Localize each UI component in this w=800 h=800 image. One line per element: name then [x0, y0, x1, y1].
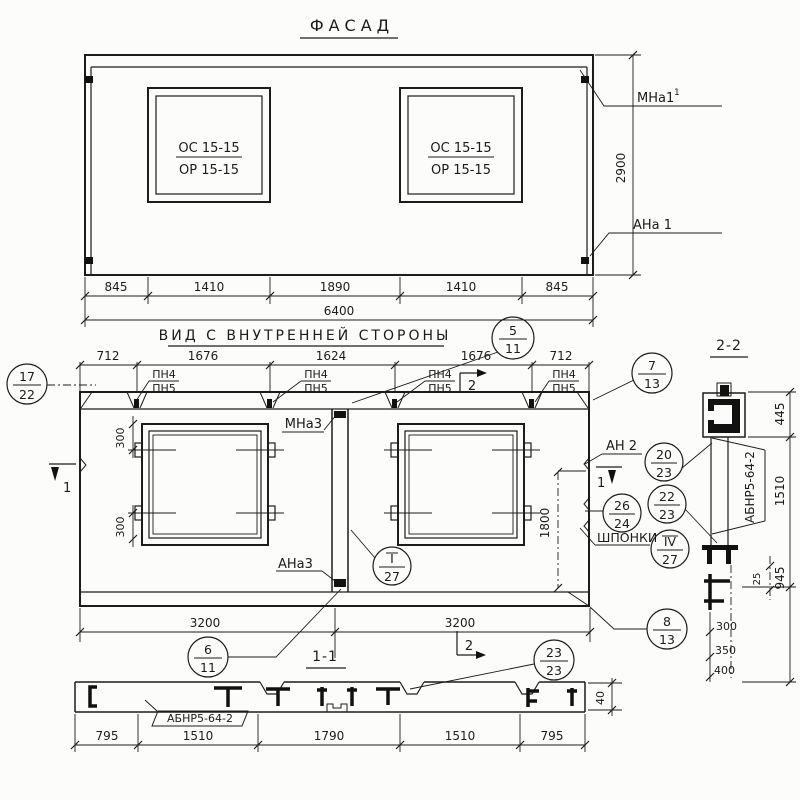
callout-top: 7	[648, 358, 656, 373]
dim: 845	[104, 280, 128, 294]
mullion-plate-top	[334, 411, 346, 418]
dim-3200: 3200	[189, 616, 221, 630]
dim-40: 40	[594, 691, 607, 705]
callout-17-22	[7, 364, 47, 404]
facade-view	[81, 16, 722, 327]
dim: 795	[95, 729, 119, 743]
cut-arrow	[477, 369, 487, 377]
sill-profile	[702, 545, 738, 564]
callout-bottom: 11	[505, 341, 521, 356]
pn5-label: ПН5	[304, 382, 328, 395]
dim-350: 350	[715, 644, 736, 657]
callout-leader-20-23	[682, 443, 712, 468]
dim: 1676	[187, 349, 219, 363]
callout-leader-6-11	[228, 589, 341, 657]
dim: 795	[540, 729, 564, 743]
callout-leader-23-23	[410, 664, 534, 689]
pn-label-group	[535, 368, 579, 402]
dim-40-group	[588, 678, 622, 716]
section-mark-1-right	[596, 467, 622, 491]
pn-label-group	[397, 368, 455, 402]
anchor-label-mna3: МНа3	[284, 417, 322, 432]
callout-bottom: 23	[546, 663, 562, 678]
anchor-leader	[276, 571, 335, 581]
window-mark-top: ОС 15-15	[178, 141, 240, 156]
profile-label: АБНР5-64-2	[743, 451, 757, 523]
right-dimensions	[742, 388, 796, 686]
dim-400: 400	[714, 664, 735, 677]
pocket-plate	[134, 399, 139, 408]
anchor-label-an2: АН 2	[606, 439, 638, 454]
facade-height-dimension	[595, 51, 641, 279]
window-mark-top: ОС 15-15	[430, 141, 492, 156]
facade-embed-plate	[85, 76, 93, 83]
callout-top: 6	[204, 642, 212, 657]
window-frame	[405, 431, 517, 538]
dim-lines	[742, 392, 796, 682]
callout-top: I	[390, 551, 394, 566]
callout-leader-22-23	[685, 509, 717, 543]
inner-window-1	[128, 424, 284, 545]
pn4-label: ПН4	[428, 368, 452, 381]
callout-I-27	[373, 547, 411, 585]
band-outline	[75, 682, 585, 712]
callout-leader-1-27	[351, 530, 375, 558]
pn4-label: ПН4	[304, 368, 328, 381]
window-mark-bottom: ОР 15-15	[431, 163, 491, 178]
dim-445: 445	[773, 402, 787, 426]
cut-number: 2	[467, 379, 477, 394]
pn5-label: ПН5	[152, 382, 176, 395]
callout-top: 23	[546, 645, 562, 660]
mullion-plate-bottom	[334, 579, 346, 587]
callout-top: 20	[656, 447, 672, 462]
sill-bar	[702, 545, 738, 550]
dim-1800: 1800	[538, 507, 552, 539]
dim: 712	[96, 349, 120, 363]
callout-leader-5-11	[352, 352, 498, 403]
dim-300-group	[114, 416, 137, 547]
anchor-label-ana1: АНа 1	[633, 218, 673, 233]
profile-label-box	[712, 438, 765, 534]
section-1-1-title: 1-1	[312, 649, 338, 665]
callout-top: 5	[509, 323, 517, 338]
sill-stem	[707, 550, 712, 564]
section-1-1	[71, 649, 622, 752]
callout-bottom: 23	[659, 507, 675, 522]
callout-top: 26	[614, 498, 630, 513]
window-opening	[398, 424, 524, 545]
pocket-plate	[392, 399, 397, 408]
facade-title: ФАСАД	[309, 16, 395, 35]
inner-title: ВИД С ВНУТРЕННЕЙ СТОРОНЫ	[158, 328, 452, 344]
pn5-label: ПН5	[552, 382, 576, 395]
window-opening	[142, 424, 268, 545]
strip-lines	[711, 437, 728, 545]
pn4-label: ПН4	[152, 368, 176, 381]
section-mark-1-left	[49, 464, 76, 496]
callout-20-23	[645, 443, 683, 481]
dim: 1510	[182, 729, 214, 743]
shponki-label: ШПОНКИ	[597, 530, 658, 545]
callout-leader-8-13	[590, 607, 647, 629]
callout-bottom: 11	[200, 660, 216, 675]
facade-window-2	[400, 88, 522, 202]
stack-dimensions	[706, 612, 737, 682]
callout-top: 22	[659, 489, 675, 504]
callout-23-23	[534, 640, 574, 680]
callout-bottom: 24	[614, 516, 630, 531]
callout-bottom: 22	[19, 387, 35, 402]
callout-6-11	[188, 637, 228, 677]
sill-stem	[726, 550, 731, 564]
dim-1510: 1510	[773, 475, 787, 507]
dim: 845	[545, 280, 569, 294]
facade-anchor-callouts	[580, 70, 722, 256]
center-mullion	[332, 409, 348, 592]
cut-number: 2	[464, 639, 474, 654]
dim: 1510	[444, 729, 476, 743]
dim-300: 300	[716, 620, 737, 633]
facade-embed-plate	[581, 257, 589, 264]
callout-7-13	[632, 353, 672, 393]
pn4-label: ПН4	[552, 368, 576, 381]
dim: 1676	[460, 349, 492, 363]
callout-5-11	[492, 317, 534, 359]
anchor-ana3-group	[276, 557, 335, 581]
cut-arrow	[51, 467, 59, 481]
dim-2900: 2900	[614, 152, 628, 184]
anchor-label-mna1: МНа1	[637, 91, 675, 106]
dim-total: 6400	[323, 304, 355, 318]
panel-strip-section	[711, 437, 765, 545]
dim: 1790	[313, 729, 345, 743]
edge-key-notches	[80, 457, 590, 533]
callout-8-13	[647, 609, 687, 649]
callout-bottom: 13	[644, 376, 660, 391]
pn-label-group	[136, 368, 179, 401]
facade-bottom-dimensions	[81, 277, 597, 327]
dim-25: 25	[752, 572, 763, 586]
facade-window-1	[148, 88, 270, 202]
callout-bottom: 23	[656, 465, 672, 480]
callout-top: 17	[19, 369, 35, 384]
callout-IV-27	[651, 530, 689, 568]
dim: 1410	[445, 280, 477, 294]
section-1-1-dimensions	[71, 714, 589, 752]
anchor-label-mna1-sup: 1	[674, 88, 680, 98]
cut-number: 1	[63, 481, 72, 496]
head-hook	[720, 385, 729, 396]
anchor-leader	[585, 454, 642, 464]
head-profile	[703, 383, 745, 437]
dim: 1890	[319, 280, 351, 294]
pn-labels	[136, 368, 579, 402]
callout-top: 8	[663, 614, 671, 629]
plan-band	[75, 682, 585, 712]
profile-label: АБНР5-64-2	[167, 712, 233, 725]
pn5-label: ПН5	[428, 382, 452, 395]
head-profile-cavity	[714, 405, 732, 424]
callout-bottom: 27	[384, 569, 400, 584]
cut-number: 1	[597, 476, 606, 491]
anchor-an2-group	[585, 439, 642, 464]
anchor-mna3-group	[282, 414, 337, 432]
dim: 1624	[315, 349, 347, 363]
base-profile-strokes	[704, 574, 730, 610]
pocket-plate	[267, 399, 272, 408]
pocket-notches	[127, 392, 542, 408]
section-mark-2-top	[460, 369, 487, 394]
inner-window-2	[384, 424, 540, 545]
window-frame	[149, 431, 261, 538]
facade-embed-plate	[85, 257, 93, 264]
pn-label-group	[273, 368, 331, 402]
callout-26-24	[603, 494, 641, 532]
dim-945: 945	[773, 566, 787, 590]
head-profile-slot	[708, 411, 714, 420]
section-mark-2-bottom	[457, 631, 486, 659]
callout-22-23	[648, 485, 686, 523]
callout-bottom: 13	[659, 632, 675, 647]
cut-arrow	[608, 470, 616, 484]
profile-label-group	[145, 700, 248, 726]
section-2-2-title: 2-2	[716, 338, 742, 354]
section-2-2	[702, 338, 796, 686]
dim-3200: 3200	[444, 616, 476, 630]
dim: 712	[549, 349, 573, 363]
dim: 1410	[193, 280, 225, 294]
callout-leader-7-13	[593, 380, 634, 400]
callout-bottom: 27	[662, 552, 678, 567]
cut-arrow	[476, 651, 486, 659]
callout-top: IV	[663, 534, 677, 549]
inner-view	[47, 326, 717, 659]
window-mark-bottom: ОР 15-15	[179, 163, 239, 178]
dim-300: 300	[114, 427, 127, 449]
anchor-leader-bottom	[590, 233, 722, 256]
dim-1800-group	[538, 468, 586, 592]
anchor-label-ana3: АНа3	[278, 557, 313, 572]
pocket-plate	[529, 399, 534, 408]
dim-300: 300	[114, 516, 127, 538]
facade-panel-inner-lines	[91, 67, 587, 275]
center-notch	[327, 704, 347, 712]
